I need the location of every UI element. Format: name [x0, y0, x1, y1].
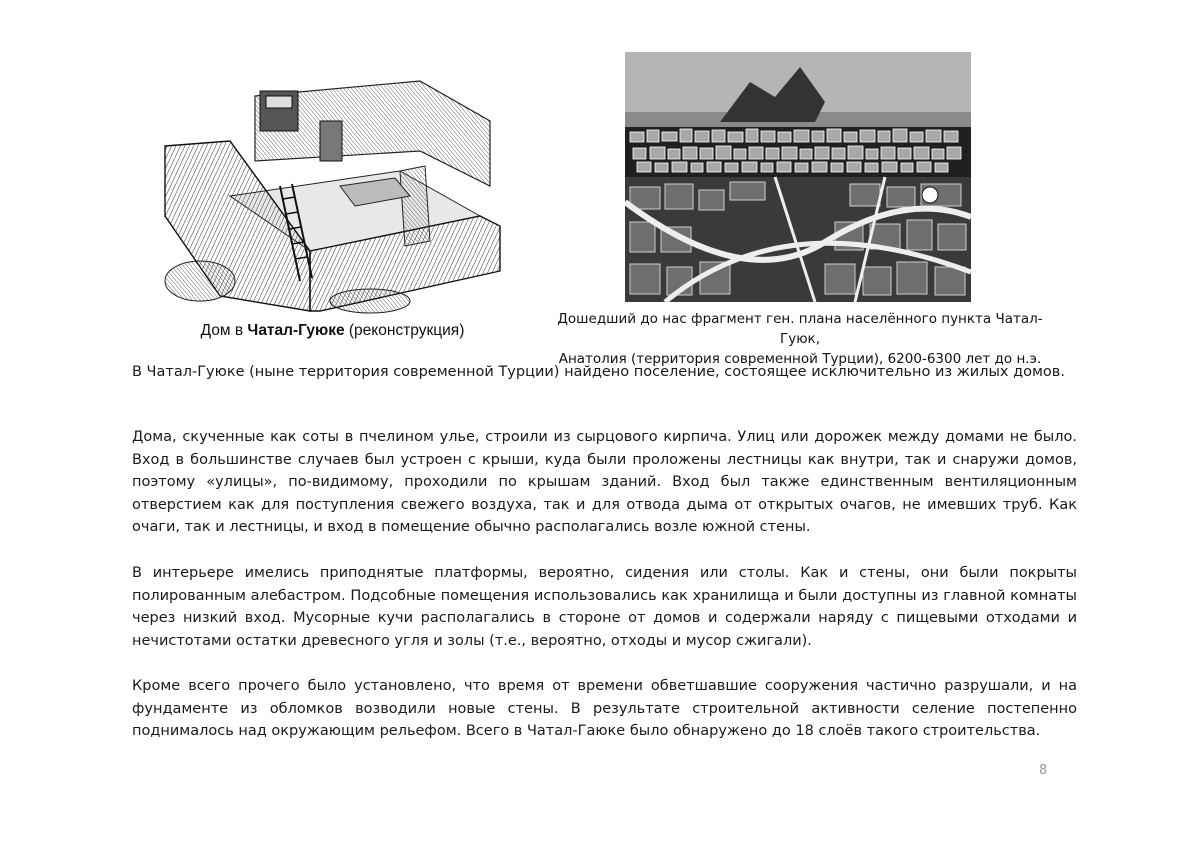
paragraph-text: В интерьере имелись приподнятые платформы, вероятно, сидения или столы. Как и стены, они были покрыты полированным алебастром. Подсобные помещения использовались как хранилища и были доступны из главной комнаты через низкий вход. Мусорные кучи располагались в стороне от домов и содержали наряду с пищевыми отходами и нечистотами остатки древесного угля и золы (т.е., вероятно, отходы и мусор сжигали).	[132, 565, 1077, 649]
paragraph-text: Кроме всего прочего было установлено, что время от времени обветшавшие сооружения частично разрушали, и на фундаменте из обломков возводили новые стены. В результате строительной активности селение постепенно поднималось над окружающим рельефом. Всего в Чатал-Гаюке было обнаружено до 18 слоёв такого строительства.	[132, 678, 1077, 739]
figure-left-caption	[160, 320, 505, 341]
page-number: 8	[1039, 763, 1048, 778]
caption-prefix: Дом в	[200, 322, 248, 339]
caption-line-2: Анатолия (территория современной Турции), 6200-6300 лет до н.э.	[558, 351, 1042, 367]
paragraph-4	[132, 675, 1077, 743]
caption-line-1: Дошедший до нас фрагмент ген. плана населённого пункта Чатал-Гуюк,	[557, 311, 1043, 347]
caption-suffix: (реконструкция)	[344, 322, 465, 339]
figure-right-caption	[548, 309, 1052, 369]
paragraph-text: В Чатал-Гуюке (ныне территория современной Турции) найдено поселение, состоящее исключительно из жилых домов.	[132, 364, 1065, 380]
paragraph-2	[132, 426, 1077, 539]
settlement-plan-image	[625, 52, 971, 302]
paragraph-3	[132, 562, 1077, 652]
paragraph-1	[132, 361, 1077, 384]
paragraph-text: Дома, скученные как соты в пчелином улье, строили из сырцового кирпича. Улиц или дорожек между домами не было. Вход в большинстве случаев был устроен с крыши, куда были проложены лестницы как внутри, так и снаружи домов, поэтому «улицы», по-видимому, проходили по крышам зданий. Вход был также единственным вентиляционным отверстием как для поступления свежего воздуха, так и для отвода дыма от открытых очагов, не имевших труб. Как очаги, так и лестницы, и вход в помещение обычно располагались возле южной стены.	[132, 429, 1077, 535]
caption-bold-term: Чатал-Гуюке	[247, 322, 345, 339]
house-reconstruction-illustration	[160, 66, 512, 316]
